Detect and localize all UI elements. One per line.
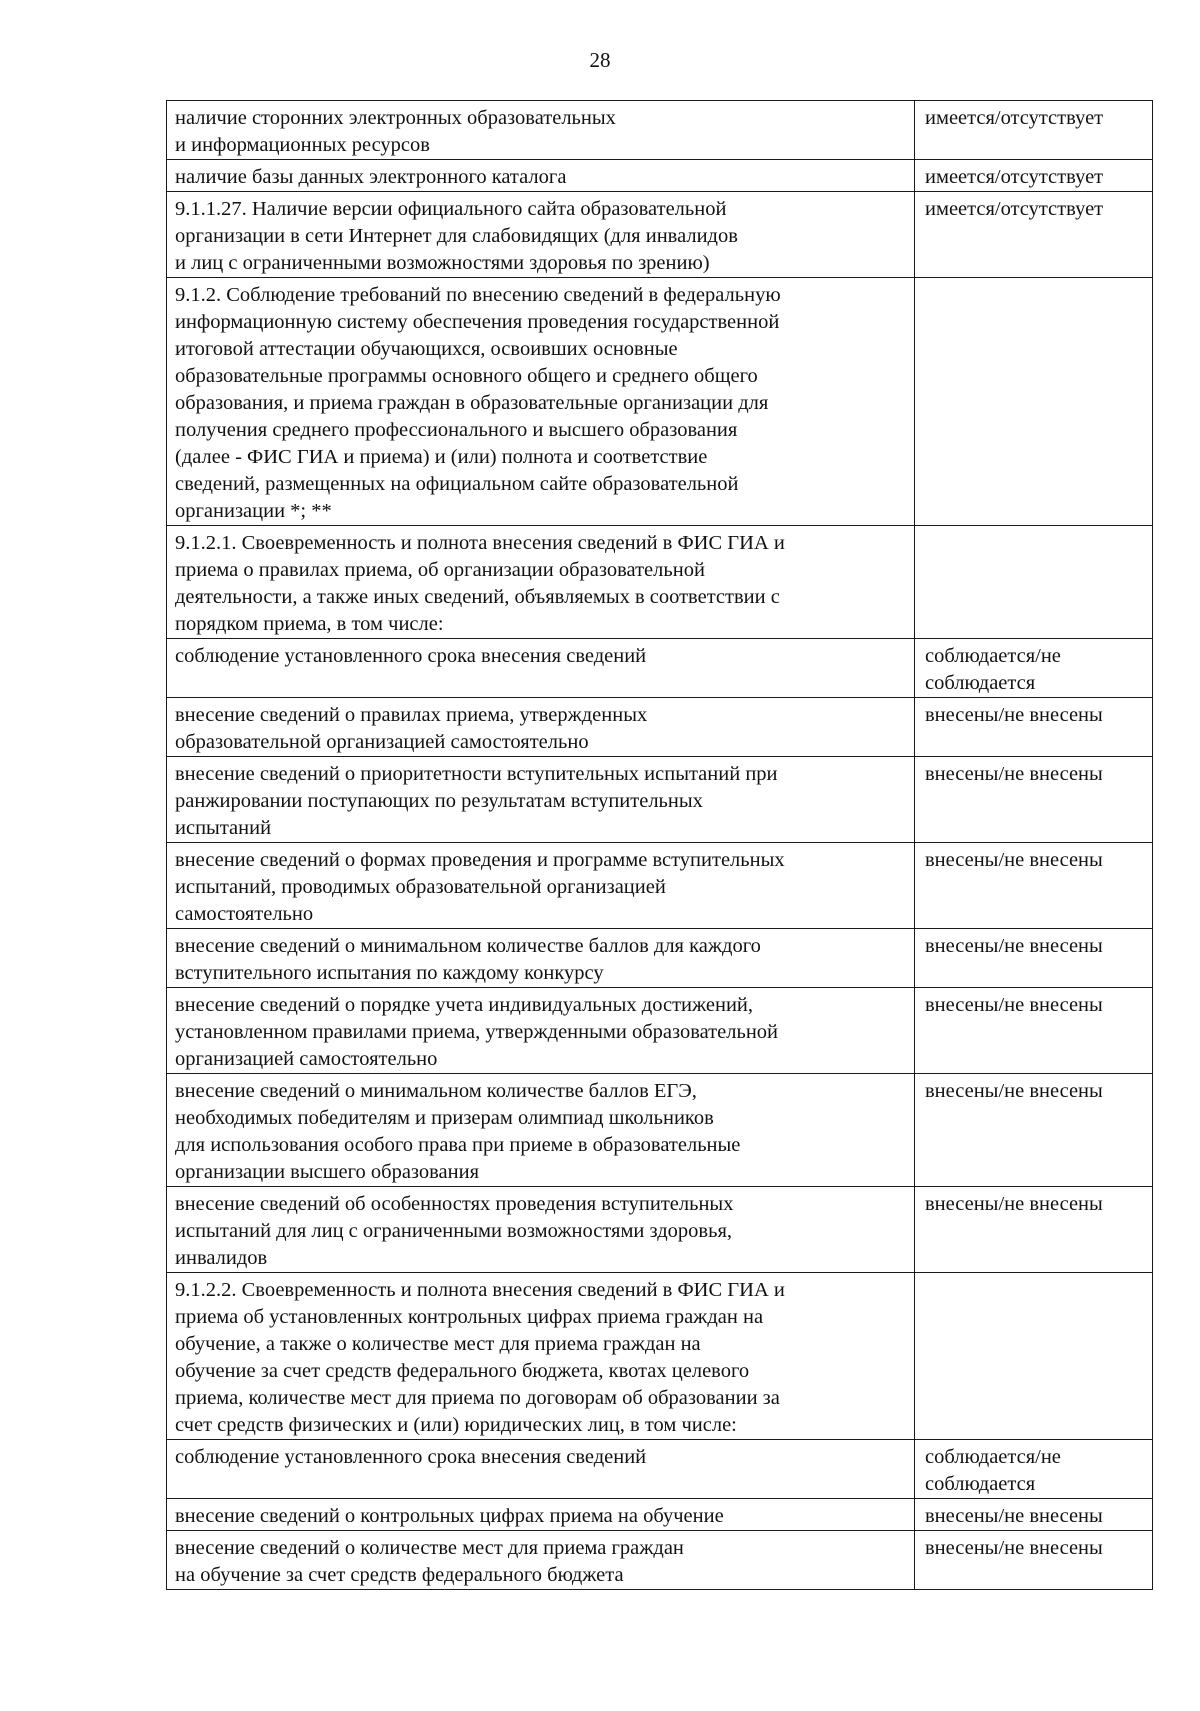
value-cell: имеется/отсутствует [915, 101, 1153, 160]
value-cell [915, 1273, 1153, 1440]
criterion-cell: внесение сведений о формах проведения и программе вступительных испытаний, проводимых образовательной организацией самостоятельно [167, 843, 915, 929]
criterion-cell: внесение сведений о правилах приема, утвержденных образовательной организацией самостоятельно [167, 698, 915, 757]
table-row [167, 526, 1153, 639]
value-cell: соблюдается/не соблюдается [915, 1440, 1153, 1499]
criterion-cell: 9.1.2.1. Своевременность и полнота внесения сведений в ФИС ГИА и приема о правилах приема, об организации образовательной деятельности, а также иных сведений, объявляемых в соответствии с порядком приема, в том числе: [167, 526, 915, 639]
criterion-cell: 9.1.2.2. Своевременность и полнота внесения сведений в ФИС ГИА и приема об установленных контрольных цифрах приема граждан на обучение, а также о количестве мест для приема граждан на обучение за счет средств федерального бюджета, квотах целевого приема, количестве мест для приема по договорам об образовании за счет средств физических и (или) юридических лиц, в том числе: [167, 1273, 915, 1440]
criterion-cell: внесение сведений о минимальном количестве баллов для каждого вступительного испытания по каждому конкурсу [167, 929, 915, 988]
table-row [167, 698, 1153, 757]
criterion-cell: наличие базы данных электронного каталога [167, 160, 915, 192]
table-row [167, 1531, 1153, 1590]
value-cell: внесены/не внесены [915, 1531, 1153, 1590]
value-cell: имеется/отсутствует [915, 192, 1153, 278]
table-row [167, 1273, 1153, 1440]
value-cell: имеется/отсутствует [915, 160, 1153, 192]
value-cell: соблюдается/не соблюдается [915, 639, 1153, 698]
criterion-cell: 9.1.2. Соблюдение требований по внесению сведений в федеральную информационную систему обеспечения проведения государственной итоговой аттестации обучающихся, освоивших основные образовательные программы основного общего и среднего общего образования, и приема граждан в образовательные организации для получения среднего профессионального и высшего образования (далее - ФИС ГИА и приема) и (или) полнота и соответствие сведений, размещенных на официальном сайте образовательной организации *; ** [167, 278, 915, 526]
value-cell: внесены/не внесены [915, 843, 1153, 929]
table-row [167, 988, 1153, 1074]
table-row [167, 1074, 1153, 1187]
table-row [167, 101, 1153, 160]
value-cell: внесены/не внесены [915, 1499, 1153, 1531]
criterion-cell: соблюдение установленного срока внесения сведений [167, 1440, 915, 1499]
table-row [167, 1499, 1153, 1531]
criterion-cell: внесение сведений об особенностях проведения вступительных испытаний для лиц с ограниченными возможностями здоровья, инвалидов [167, 1187, 915, 1273]
value-cell [915, 278, 1153, 526]
criterion-cell: внесение сведений о приоритетности вступительных испытаний при ранжировании поступающих по результатам вступительных испытаний [167, 757, 915, 843]
table-row [167, 757, 1153, 843]
criterion-cell: соблюдение установленного срока внесения сведений [167, 639, 915, 698]
criteria-table-body [167, 101, 1153, 1590]
criterion-cell: внесение сведений о количестве мест для приема граждан на обучение за счет средств федерального бюджета [167, 1531, 915, 1590]
table-row [167, 160, 1153, 192]
table-row [167, 1440, 1153, 1499]
table-row [167, 639, 1153, 698]
value-cell [915, 526, 1153, 639]
criteria-table [166, 100, 1153, 1590]
value-cell: внесены/не внесены [915, 988, 1153, 1074]
table-row [167, 192, 1153, 278]
value-cell: внесены/не внесены [915, 698, 1153, 757]
value-cell: внесены/не внесены [915, 1074, 1153, 1187]
table-row [167, 843, 1153, 929]
value-cell: внесены/не внесены [915, 757, 1153, 843]
criterion-cell: внесение сведений о контрольных цифрах приема на обучение [167, 1499, 915, 1531]
criterion-cell: внесение сведений о порядке учета индивидуальных достижений, установленном правилами приема, утвержденными образовательной организацией самостоятельно [167, 988, 915, 1074]
criterion-cell: 9.1.1.27. Наличие версии официального сайта образовательной организации в сети Интернет для слабовидящих (для инвалидов и лиц с ограниченными возможностями здоровья по зрению) [167, 192, 915, 278]
value-cell: внесены/не внесены [915, 1187, 1153, 1273]
page-number: 28 [589, 48, 611, 72]
criterion-cell: наличие сторонних электронных образовательных и информационных ресурсов [167, 101, 915, 160]
table-row [167, 929, 1153, 988]
value-cell: внесены/не внесены [915, 929, 1153, 988]
criterion-cell: внесение сведений о минимальном количестве баллов ЕГЭ, необходимых победителям и призерам олимпиад школьников для использования особого права при приеме в образовательные организации высшего образования [167, 1074, 915, 1187]
table-row [167, 278, 1153, 526]
table-row [167, 1187, 1153, 1273]
